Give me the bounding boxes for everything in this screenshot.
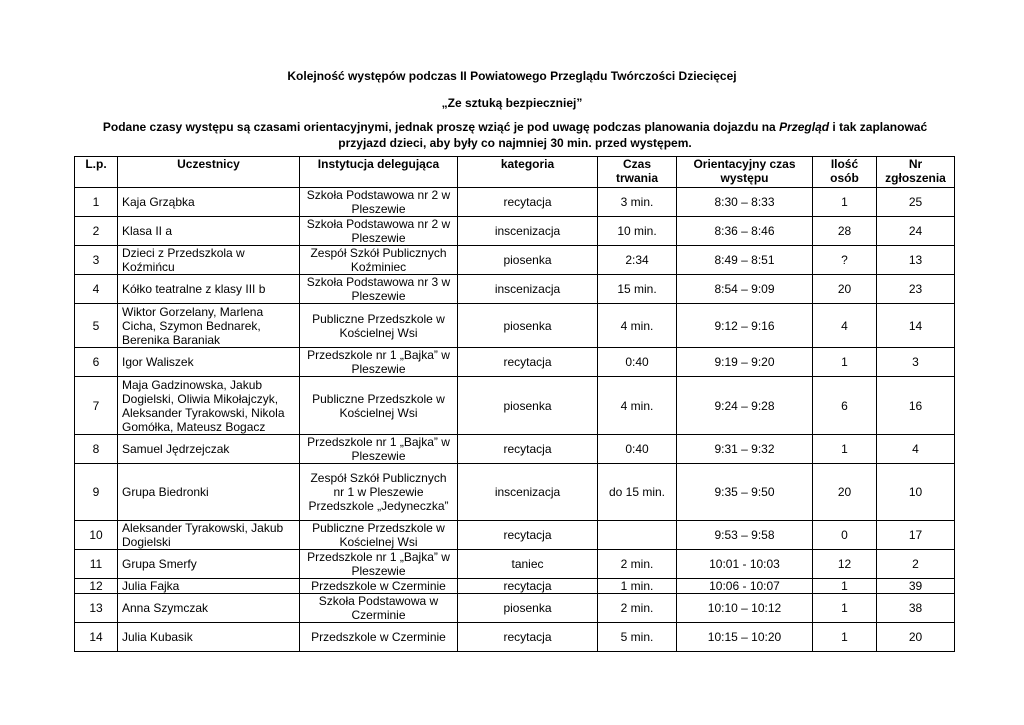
column-header-count: Ilość osób <box>813 157 877 188</box>
column-header-application: Nr zgłoszenia <box>877 157 955 188</box>
cell-time: 8:54 – 9:09 <box>677 275 813 304</box>
cell-lp: 12 <box>75 579 118 594</box>
cell-count: 20 <box>813 275 877 304</box>
cell-count: 20 <box>813 464 877 521</box>
cell-category: recytacja <box>458 188 598 217</box>
cell-category: recytacja <box>458 348 598 377</box>
cell-participants: Samuel Jędrzejczak <box>118 435 300 464</box>
cell-participants: Klasa II a <box>118 217 300 246</box>
cell-lp: 2 <box>75 217 118 246</box>
table-row <box>75 217 955 246</box>
cell-time: 8:49 – 8:51 <box>677 246 813 275</box>
cell-duration: do 15 min. <box>598 464 677 521</box>
cell-duration: 3 min. <box>598 188 677 217</box>
cell-institution: Przedszkole w Czerminie <box>300 579 458 594</box>
cell-time: 9:19 – 9:20 <box>677 348 813 377</box>
document-title: Kolejność występów podczas II Powiatowego Przeglądu Twórczości Dziecięcej <box>287 69 737 83</box>
notice-emphasis: Przegląd <box>779 120 830 134</box>
cell-institution: Zespół Szkół Publicznych Koźminiec <box>300 246 458 275</box>
cell-category: recytacja <box>458 623 598 652</box>
cell-institution: Szkoła Podstawowa w Czerminie <box>300 594 458 623</box>
cell-lp: 1 <box>75 188 118 217</box>
notice-text-part2: i tak zaplanować przyjazd dzieci, aby były co najmniej 30 min. przed występem. <box>338 120 928 150</box>
cell-category: recytacja <box>458 579 598 594</box>
cell-category: inscenizacja <box>458 275 598 304</box>
cell-duration: 2:34 <box>598 246 677 275</box>
cell-participants: Igor Waliszek <box>118 348 300 377</box>
cell-lp: 7 <box>75 377 118 435</box>
cell-duration: 15 min. <box>598 275 677 304</box>
table-row <box>75 304 955 348</box>
cell-lp: 5 <box>75 304 118 348</box>
cell-institution: Publiczne Przedszkole w Kościelnej Wsi <box>300 521 458 550</box>
table-header-row <box>75 157 955 188</box>
cell-participants: Wiktor Gorzelany, Marlena Cicha, Szymon Bednarek, Berenika Baraniak <box>118 304 300 348</box>
cell-lp: 8 <box>75 435 118 464</box>
cell-duration: 10 min. <box>598 217 677 246</box>
cell-time: 8:30 – 8:33 <box>677 188 813 217</box>
cell-count: 28 <box>813 217 877 246</box>
table-row <box>75 435 955 464</box>
table-row <box>75 579 955 594</box>
cell-time: 10:10 – 10:12 <box>677 594 813 623</box>
cell-count: 1 <box>813 348 877 377</box>
column-header-duration: Czas trwania <box>598 157 677 188</box>
cell-category: recytacja <box>458 521 598 550</box>
cell-application: 38 <box>877 594 955 623</box>
cell-participants: Julia Kubasik <box>118 623 300 652</box>
cell-application: 25 <box>877 188 955 217</box>
cell-lp: 6 <box>75 348 118 377</box>
cell-time: 10:01 - 10:03 <box>677 550 813 579</box>
cell-count: 1 <box>813 188 877 217</box>
table-row <box>75 246 955 275</box>
cell-institution: Przedszkole w Czerminie <box>300 623 458 652</box>
cell-category: piosenka <box>458 304 598 348</box>
cell-lp: 14 <box>75 623 118 652</box>
column-header-participants: Uczestnicy <box>118 157 300 188</box>
cell-institution: Szkoła Podstawowa nr 3 w Pleszewie <box>300 275 458 304</box>
cell-duration: 4 min. <box>598 304 677 348</box>
cell-application: 39 <box>877 579 955 594</box>
cell-duration: 1 min. <box>598 579 677 594</box>
table-row <box>75 377 955 435</box>
column-header-institution: Instytucja delegująca <box>300 157 458 188</box>
cell-category: recytacja <box>458 435 598 464</box>
cell-time: 9:31 – 9:32 <box>677 435 813 464</box>
cell-duration: 2 min. <box>598 550 677 579</box>
cell-lp: 3 <box>75 246 118 275</box>
cell-participants: Anna Szymczak <box>118 594 300 623</box>
performance-schedule-table <box>74 156 955 652</box>
cell-application: 23 <box>877 275 955 304</box>
cell-institution: Przedszkole nr 1 „Bajka” w Pleszewie <box>300 348 458 377</box>
cell-category: piosenka <box>458 377 598 435</box>
column-header-category: kategoria <box>458 157 598 188</box>
cell-participants: Grupa Biedronki <box>118 464 300 521</box>
cell-count: 1 <box>813 579 877 594</box>
cell-count: 4 <box>813 304 877 348</box>
column-header-lp: L.p. <box>75 157 118 188</box>
cell-duration: 5 min. <box>598 623 677 652</box>
cell-lp: 9 <box>75 464 118 521</box>
cell-institution: Przedszkole nr 1 „Bajka” w Pleszewie <box>300 550 458 579</box>
cell-application: 4 <box>877 435 955 464</box>
cell-time: 9:53 – 9:58 <box>677 521 813 550</box>
cell-lp: 11 <box>75 550 118 579</box>
cell-institution: Publiczne Przedszkole w Kościelnej Wsi <box>300 304 458 348</box>
cell-application: 20 <box>877 623 955 652</box>
table-row <box>75 275 955 304</box>
cell-time: 9:35 – 9:50 <box>677 464 813 521</box>
cell-count: 1 <box>813 435 877 464</box>
cell-participants: Maja Gadzinowska, Jakub Dogielski, Oliwia Mikołajczyk, Aleksander Tyrakowski, Nikola Gomółka, Mateusz Bogacz <box>118 377 300 435</box>
table-row <box>75 594 955 623</box>
cell-category: taniec <box>458 550 598 579</box>
cell-duration: 4 min. <box>598 377 677 435</box>
cell-participants: Aleksander Tyrakowski, Jakub Dogielski <box>118 521 300 550</box>
cell-category: piosenka <box>458 246 598 275</box>
table-row <box>75 188 955 217</box>
notice-text-part1: Podane czasy występu są czasami orientacyjnymi, jednak proszę wziąć je pod uwagę podczas planowania dojazdu na <box>102 120 780 134</box>
cell-institution: Szkoła Podstawowa nr 2 w Pleszewie <box>300 188 458 217</box>
cell-time: 9:12 – 9:16 <box>677 304 813 348</box>
cell-lp: 4 <box>75 275 118 304</box>
cell-time: 10:15 – 10:20 <box>677 623 813 652</box>
cell-institution: Przedszkole nr 1 „Bajka” w Pleszewie <box>300 435 458 464</box>
cell-count: 12 <box>813 550 877 579</box>
cell-lp: 13 <box>75 594 118 623</box>
table-row <box>75 348 955 377</box>
table-row <box>75 623 955 652</box>
cell-application: 14 <box>877 304 955 348</box>
cell-count: 1 <box>813 623 877 652</box>
cell-duration <box>598 521 677 550</box>
cell-participants: Kaja Grząbka <box>118 188 300 217</box>
table-row <box>75 550 955 579</box>
cell-application: 13 <box>877 246 955 275</box>
cell-duration: 2 min. <box>598 594 677 623</box>
cell-institution: Publiczne Przedszkole w Kościelnej Wsi <box>300 377 458 435</box>
cell-duration: 0:40 <box>598 348 677 377</box>
cell-category: inscenizacja <box>458 217 598 246</box>
cell-category: inscenizacja <box>458 464 598 521</box>
cell-participants: Kółko teatralne z klasy III b <box>118 275 300 304</box>
column-header-time: Orientacyjny czas występu <box>677 157 813 188</box>
cell-institution: Zespół Szkół Publicznych nr 1 w Pleszewie Przedszkole „Jedyneczka” <box>300 464 458 521</box>
cell-institution: Szkoła Podstawowa nr 2 w Pleszewie <box>300 217 458 246</box>
table-row <box>75 521 955 550</box>
cell-time: 8:36 – 8:46 <box>677 217 813 246</box>
schedule-notice <box>80 119 950 151</box>
cell-application: 17 <box>877 521 955 550</box>
cell-count: 0 <box>813 521 877 550</box>
document-subtitle: „Ze sztuką bezpieczniej” <box>441 96 583 110</box>
cell-participants: Julia Fajka <box>118 579 300 594</box>
cell-application: 10 <box>877 464 955 521</box>
cell-participants: Grupa Smerfy <box>118 550 300 579</box>
cell-count: ? <box>813 246 877 275</box>
cell-duration: 0:40 <box>598 435 677 464</box>
table-row <box>75 464 955 521</box>
cell-application: 2 <box>877 550 955 579</box>
cell-category: piosenka <box>458 594 598 623</box>
cell-count: 1 <box>813 594 877 623</box>
cell-application: 24 <box>877 217 955 246</box>
cell-lp: 10 <box>75 521 118 550</box>
cell-time: 9:24 – 9:28 <box>677 377 813 435</box>
cell-participants: Dzieci z Przedszkola w Koźmińcu <box>118 246 300 275</box>
cell-application: 16 <box>877 377 955 435</box>
cell-time: 10:06 - 10:07 <box>677 579 813 594</box>
cell-count: 6 <box>813 377 877 435</box>
cell-application: 3 <box>877 348 955 377</box>
